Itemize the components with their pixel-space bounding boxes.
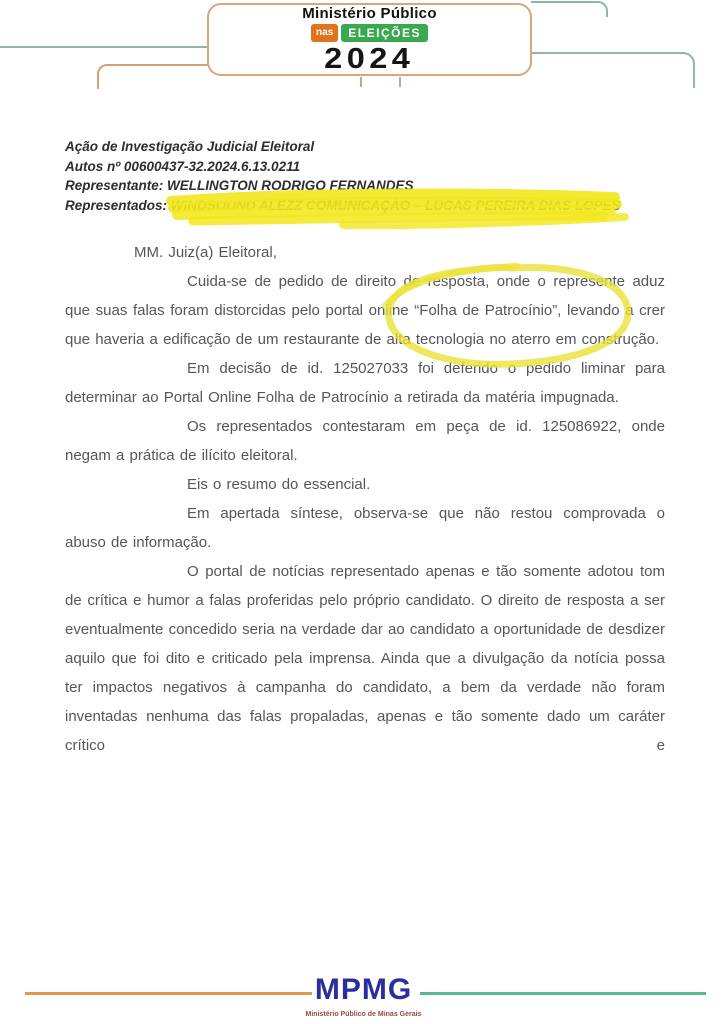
decor-line-green-left <box>0 46 209 48</box>
mpmg-logo: MPMG <box>314 973 413 1006</box>
representados-label: Representados: <box>65 197 171 213</box>
salutation: MM. Juiz(a) Eleitoral, <box>134 244 277 261</box>
decor-tick-orange <box>360 77 362 87</box>
decor-tick-green <box>399 77 401 87</box>
paragraph-1-after: levando a crer que haveria a edificação de um restaurante de alta tecnologia no aterro em construção. <box>65 302 665 348</box>
mpmg-subtitle: Ministério Público de Minas Gerais <box>305 1011 422 1018</box>
paragraph-6: O portal de notícias representado apenas e tão somente adotou tom de crítica e humor a falas proferidas pelo próprio candidato. O direito de resposta a ser eventualmente concedido seria na verdade dar ao candidato a oportunidade de desdizer aquilo que foi dito e criticado pela imprensa. Ainda que a divulgação da notícia possa ter impactos negativos à campanha do candidato, a bem da verdade não foram inventadas nenhuma das falas propaladas, apenas e tão somente dado um caráter crítico e <box>65 563 665 754</box>
decor-line-green-right <box>531 52 695 88</box>
paragraph-1 <box>65 267 665 354</box>
decor-line-orange-hook <box>97 64 211 89</box>
footer <box>0 968 727 1024</box>
paragraph-5: Em apertada síntese, observa-se que não restou comprovada o abuso de informação. <box>65 505 665 551</box>
redacted-respondents-text: WINDSOUND ALEZZ COMUNICAÇÃO – LUCAS PEREIRA DIAS LOPES <box>170 197 621 213</box>
circled-phrase-text: “Folha de Patrocínio”, <box>414 302 562 319</box>
representante-line: Representante: WELLINGTON RODRIGO FERNANDES <box>65 178 414 193</box>
mp-eleicoes-logo <box>207 3 532 76</box>
case-type-line: Ação de Investigação Judicial Eleitoral <box>65 139 315 154</box>
logo-badge-eleicoes: ELEIÇÕES <box>341 24 428 42</box>
logo-badge-nas: nas <box>311 24 338 42</box>
paragraph-2: Em decisão de id. 125027033 foi deferido o pedido liminar para determinar ao Portal Online Folha de Patrocínio a retirada da matéria impugnada. <box>65 360 665 406</box>
circled-phrase <box>414 302 561 319</box>
case-info-block <box>65 137 665 215</box>
logo-year: 2024 <box>324 42 415 75</box>
decor-line-green-top-right <box>531 1 608 17</box>
case-number-line: Autos nº 00600437-32.2024.6.13.0211 <box>65 158 301 174</box>
redacted-respondents <box>171 196 621 216</box>
document-body <box>65 238 665 760</box>
representados-line <box>65 196 665 216</box>
paragraph-1-before: Cuida-se de pedido de direito de resposta, onde o represente aduz que suas falas foram distorcidas pelo portal online <box>65 273 665 319</box>
logo-title: Ministério Público <box>302 4 437 22</box>
paragraph-4: Eis o resumo do essencial. <box>187 476 371 493</box>
logo-badges <box>311 24 428 42</box>
paragraph-3: Os representados contestaram em peça de id. 125086922, onde negam a prática de ilícito eleitoral. <box>65 418 665 464</box>
